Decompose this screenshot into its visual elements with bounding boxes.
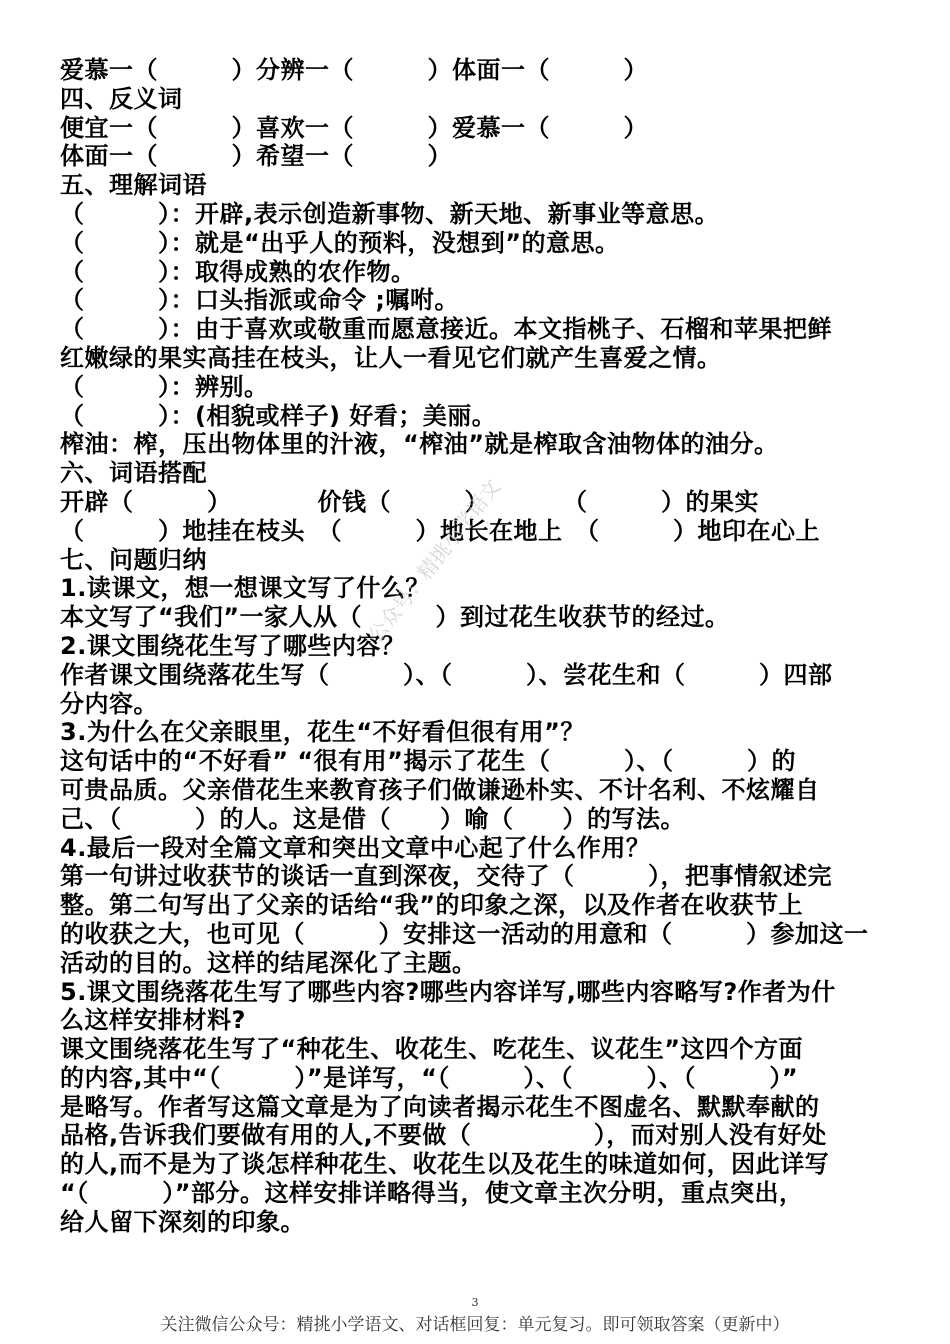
text-line: 四、反义词 [60,84,183,113]
text-line: 爱慕一（ ）分辨一（ ）体面一（ ） [60,56,648,84]
text-line: 五、理解词语 [60,171,207,200]
text-line: 体面一（ ）希望一（ ） [60,142,452,171]
text-line: （ ）：由于喜欢或敬重而愿意接近。本文指桃子、石榴和苹果把鲜 [60,315,832,344]
text-line: 这句话中的“不好看” “很有用”揭示了花生（ ）、（ ）的 [60,747,796,776]
text-line: 己、（ ）的人。这是借（ ）喻（ ）的写法。 [60,804,685,833]
text-line: 给人留下深刻的印象。 [60,1207,305,1236]
text-line: 是略写。作者写这篇文章是为了向读者揭示花生不图虚名、默默奉献的 [60,1092,820,1121]
text-line: 可贵品质。父亲借花生来教育孩子们做谦逊朴实、不计名利、不炫耀自 [60,775,820,804]
text-line: 红嫩绿的果实高挂在枝头，让人一看见它们就产生喜爱之情。 [60,343,722,372]
text-line: 品格,告诉我们要做有用的人,不要做（ ），而对别人没有好处 [60,1121,827,1150]
watermark: 公众号：精挑小学语文 [363,474,506,648]
text-line: “（ ）”部分。这样安排详略得当，使文章主次分明，重点突出， [60,1179,804,1208]
text-line: 作者课文围绕落花生写（ ）、（ ）、尝花生和（ ）四部 [60,660,833,689]
text-line: 1.读课文，想一想课文写了什么？ [60,574,430,603]
text-line: （ ）：开辟,表示创造新事物、新天地、新事业等意思。 [60,199,720,228]
text-line: 的内容,其中“（ ）”是详写，“（ ）、（ ）、（ ）” [60,1063,799,1092]
text-line: 第一句讲过收获节的谈话一直到深夜，交待了（ ），把事情叙述完 [60,862,832,891]
text-line: （ ）地挂在枝头 （ ）地长在地上 （ ）地印在心上 [60,516,820,545]
text-line: （ ）：口头指派或命令 ;嘱咐。 [60,286,459,315]
worksheet-body [60,56,895,1237]
text-line: 的人,而不是为了谈怎样种花生、收花生以及花生的味道如何，因此详写 [60,1150,830,1179]
text-line: 便宜一（ ）喜欢一（ ）爱慕一（ ） [60,113,648,142]
text-line: （ ）：就是“出乎人的预料，没想到”的意思。 [60,228,620,257]
text-line: 开辟（ ） 价钱（ ） （ ）的果实 [60,487,759,516]
text-line: 4.最后一段对全篇文章和突出文章中心起了什么作用？ [60,833,651,862]
text-line: 的收获之大，也可见（ ）安排这一活动的用意和（ ）参加这一 [60,919,869,948]
text-line: 课文围绕落花生写了“种花生、收花生、吃花生、议花生”这四个方面 [60,1035,804,1064]
text-line: 么这样安排材料? [60,1006,246,1035]
text-line: 3.为什么在父亲眼里，花生“不好看但很有用”？ [60,718,585,747]
text-line: 榨油：榨，压出物体里的汁液，“榨油”就是榨取含油物体的油分。 [60,430,779,459]
text-line: （ ）：取得成熟的农作物。 [60,257,416,286]
text-line: 活动的目的。这样的结尾深化了主题。 [60,948,477,977]
text-line: （ ）：(相貌或样子) 好看；美丽。 [60,401,497,430]
text-line: 七、问题归纳 [60,545,207,574]
text-line: 六、词语搭配 [60,459,207,488]
text-line: 5.课文围绕落花生写了哪些内容?哪些内容详写,哪些内容略写?作者为什 [60,977,836,1006]
text-line: 整。第二句写出了父亲的话给“我”的印象之深，以及作者在收获节上 [60,891,804,920]
text-line: 2.课文围绕花生写了哪些内容？ [60,631,406,660]
footer-note: 关注微信公众号：精挑小学语文、对话框回复：单元复习。即可领取答案（更新中） [160,1315,790,1335]
text-line: （ ）：辨别。 [60,372,269,401]
text-line: 分内容。 [60,689,158,718]
text-line: 本文写了“我们”一家人从（ ）到过花生收获节的经过。 [60,603,730,632]
page-number: 3 [471,1296,479,1309]
